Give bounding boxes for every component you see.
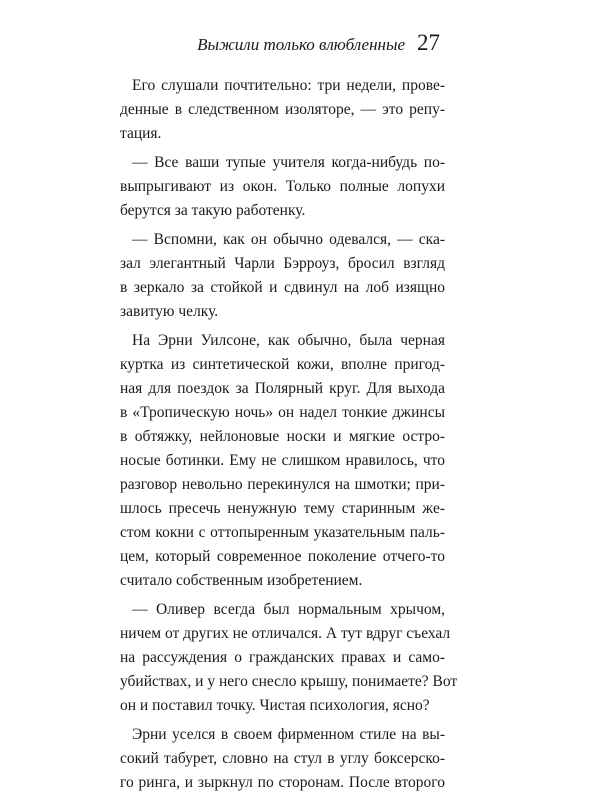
paragraph [120, 329, 445, 593]
text-line: выпрыгивают из окон. Только полные лопухи [120, 178, 445, 195]
paragraph [120, 74, 445, 146]
paragraph [120, 598, 458, 718]
text-line: шлось пресечь ненужную тему старинным жe- [120, 500, 445, 517]
text-line: в обтяжку, нейлоновые носки и мягкие остро- [120, 428, 445, 445]
running-title: Выжили только влюбленные [197, 35, 405, 54]
text-line: зал элегантный Чарли Бэрроуз, бросил взгляд [120, 255, 445, 272]
text-line: — Оливер всегда был нормальным хрычом, [132, 601, 445, 618]
text-line: куртка из синтетической кожи, вполне пригод- [120, 356, 445, 373]
text-line: Эрни уселся в своем фирменном стиле на вы- [132, 726, 445, 743]
paragraph [120, 151, 445, 223]
text-line: разговор невольно перекинулся на шмотки; при- [120, 476, 445, 493]
text-line: — Все ваши тупые учителя когда-нибудь по- [132, 154, 445, 171]
text-line: — Вспомни, как он обычно одевался, — ска- [132, 231, 445, 248]
text-line: носые ботинки. Ему не слишком нравилось, что [120, 452, 445, 469]
paragraph [120, 723, 445, 795]
text-line: ная для поездок за Полярный круг. Для выхода [120, 380, 445, 397]
body-text [120, 74, 458, 800]
text-line: денные в следственном изоляторе, — это репу- [120, 101, 445, 118]
text-line: го ринга, и зыркнул по сторонам. После второго [120, 774, 445, 791]
text-line: он и поставил точку. Чистая психология, ясно? [120, 697, 430, 714]
page-header [197, 30, 440, 56]
text-line: на рассуждения о гражданских правах и само- [120, 649, 445, 666]
text-line: Его слушали почтительно: три недели, прове- [132, 77, 445, 94]
text-line: стом кокни с оттопыренным указательным паль- [120, 524, 445, 541]
text-line: завитую челку. [120, 303, 219, 320]
text-line: цем, который современное поколение отчего-то [120, 548, 445, 565]
text-line: считало собственным изобретением. [120, 572, 363, 589]
paragraph [120, 228, 445, 324]
text-line: На Эрни Уилсоне, как обычно, была черная [132, 332, 445, 349]
page-number: 27 [417, 30, 440, 55]
text-line: тация. [120, 125, 162, 142]
text-line: ничем от других не отличался. А тут вдруг съехал [120, 625, 451, 642]
text-line: в «Тропическую ночь» он надел тонкие джинсы [120, 404, 445, 421]
text-line: берутся за такую работенку. [120, 202, 306, 219]
text-line: сокий табурет, словно на стул в углу боксерско- [120, 750, 445, 767]
text-line: убийствах, и у него снесло крышу, понимаете? Вот [120, 673, 458, 690]
text-line: в зеркало за стойкой и сдвинул на лоб изящно [120, 279, 445, 296]
